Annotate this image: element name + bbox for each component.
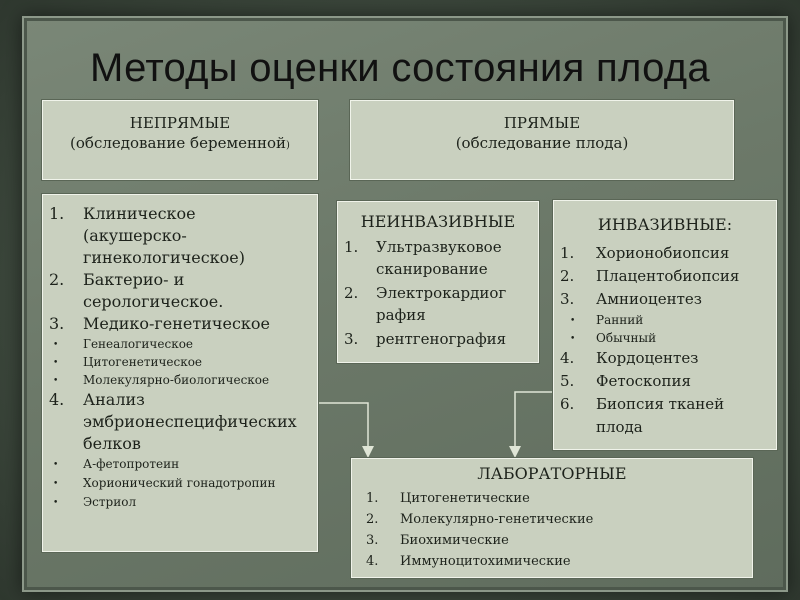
item-text: Анализ xyxy=(83,390,145,409)
amnio-subitem xyxy=(560,329,772,347)
bullet-icon: • xyxy=(53,498,59,508)
noninvasive-item xyxy=(344,328,534,350)
laboratory-item xyxy=(366,551,746,572)
item-text: рентгенография xyxy=(376,330,507,348)
laboratory-item xyxy=(366,530,746,551)
item-number: 1. xyxy=(344,238,359,256)
invasive-box xyxy=(553,200,777,450)
item-text: Плацентобиопсия xyxy=(596,267,740,285)
indirect-heading: НЕПРЯМЫЕ xyxy=(129,114,231,132)
bullet-icon: • xyxy=(53,340,59,350)
item-text: плода xyxy=(596,418,643,436)
item-number: 4. xyxy=(366,554,379,569)
item-text: Кордоцентез xyxy=(596,349,699,367)
genetic-subitem xyxy=(49,371,311,389)
direct-subheading: (обследование плода) xyxy=(455,134,629,152)
item-number: 2. xyxy=(49,270,65,289)
item-text: Клиническое xyxy=(83,204,196,223)
item-number: 3. xyxy=(560,290,575,308)
item-text: Ультразвуковое xyxy=(376,238,502,256)
item-number: 5. xyxy=(560,372,575,390)
laboratory-box xyxy=(351,458,753,578)
indirect-header-box xyxy=(42,100,318,180)
indirect-subheading: (обследование беременной) xyxy=(70,134,290,152)
item-number: 2. xyxy=(344,284,359,302)
subitem-text: Хорионический гонадотропин xyxy=(83,476,276,490)
subitem-text: Эстриол xyxy=(83,495,137,509)
item-text: серологическое. xyxy=(83,292,224,311)
item-text: Биопсия тканей xyxy=(596,395,725,413)
laboratory-item xyxy=(366,509,746,530)
item-number: 6. xyxy=(560,395,575,413)
item-number: 1. xyxy=(366,491,379,506)
bullet-icon: • xyxy=(53,376,59,386)
subitem-text: А-фетопротеин xyxy=(83,457,180,471)
protein-subitem xyxy=(49,455,311,474)
bullet-icon: • xyxy=(570,334,576,344)
noninvasive-item xyxy=(344,282,534,326)
item-text: Цитогенетические xyxy=(400,491,530,506)
noninvasive-box xyxy=(337,201,539,363)
bullet-icon: • xyxy=(570,316,576,326)
genetic-subitem xyxy=(49,353,311,371)
item-number: 1. xyxy=(49,204,65,223)
subitem-text: Ранний xyxy=(596,313,644,327)
indirect-item xyxy=(49,269,311,313)
invasive-item xyxy=(560,288,772,311)
amnio-subitem xyxy=(560,311,772,329)
bullet-icon: • xyxy=(53,479,59,489)
subitem-text: Молекулярно-биологическое xyxy=(83,373,270,387)
laboratory-heading: ЛАБОРАТОРНЫЕ xyxy=(477,464,627,483)
indirect-item xyxy=(49,389,311,455)
item-text: Бактерио- и xyxy=(83,270,185,289)
subitem-text: Обычный xyxy=(596,331,657,345)
bullet-icon: • xyxy=(53,358,59,368)
indirect-methods-list xyxy=(49,203,311,512)
protein-subitem xyxy=(49,493,311,512)
indirect-methods-box xyxy=(42,194,318,552)
item-text: эмбрионеспецифических xyxy=(83,412,297,431)
item-number: 4. xyxy=(49,390,65,409)
item-text: белков xyxy=(83,434,141,453)
laboratory-list xyxy=(366,488,746,572)
item-text: сканирование xyxy=(376,260,488,278)
item-number: 3. xyxy=(344,330,359,348)
item-text: Молекулярно-генетические xyxy=(400,512,594,527)
direct-header-box xyxy=(350,100,734,180)
genetic-subitem xyxy=(49,335,311,353)
indirect-item xyxy=(49,313,311,335)
slide-title: Методы оценки состояния плода xyxy=(90,46,710,90)
item-text: Иммуноцитохимические xyxy=(400,554,571,569)
item-text: Фетоскопия xyxy=(596,372,691,390)
invasive-heading: ИНВАЗИВНЫЕ: xyxy=(597,215,733,234)
invasive-item xyxy=(560,265,772,288)
invasive-item xyxy=(560,393,772,439)
item-text: Биохимические xyxy=(400,533,509,548)
bullet-icon: • xyxy=(53,460,59,470)
item-number: 2. xyxy=(366,512,379,527)
item-number: 2. xyxy=(560,267,575,285)
item-text: Медико-генетическое xyxy=(83,314,271,333)
item-number: 3. xyxy=(49,314,65,333)
invasive-list xyxy=(560,242,772,439)
noninvasive-heading: НЕИНВАЗИВНЫЕ xyxy=(360,212,516,231)
item-number: 1. xyxy=(560,244,575,262)
item-text: Электрокардиог xyxy=(376,284,507,302)
protein-subitem xyxy=(49,474,311,493)
subitem-text: Генеалогическое xyxy=(83,337,194,351)
indirect-item xyxy=(49,203,311,269)
item-text: Хорионобиопсия xyxy=(596,244,730,262)
item-number: 3. xyxy=(366,533,379,548)
invasive-item xyxy=(560,242,772,265)
laboratory-item xyxy=(366,488,746,509)
noninvasive-item xyxy=(344,236,534,280)
item-text: гинекологическое) xyxy=(83,248,246,267)
noninvasive-list xyxy=(344,236,534,352)
direct-heading: ПРЯМЫЕ xyxy=(503,114,581,132)
item-text: рафия xyxy=(376,306,426,324)
invasive-item xyxy=(560,370,772,393)
item-text: Амниоцентез xyxy=(596,290,702,308)
subitem-text: Цитогенетическое xyxy=(83,355,203,369)
invasive-item xyxy=(560,347,772,370)
item-text: (акушерско- xyxy=(83,226,187,245)
item-number: 4. xyxy=(560,349,575,367)
